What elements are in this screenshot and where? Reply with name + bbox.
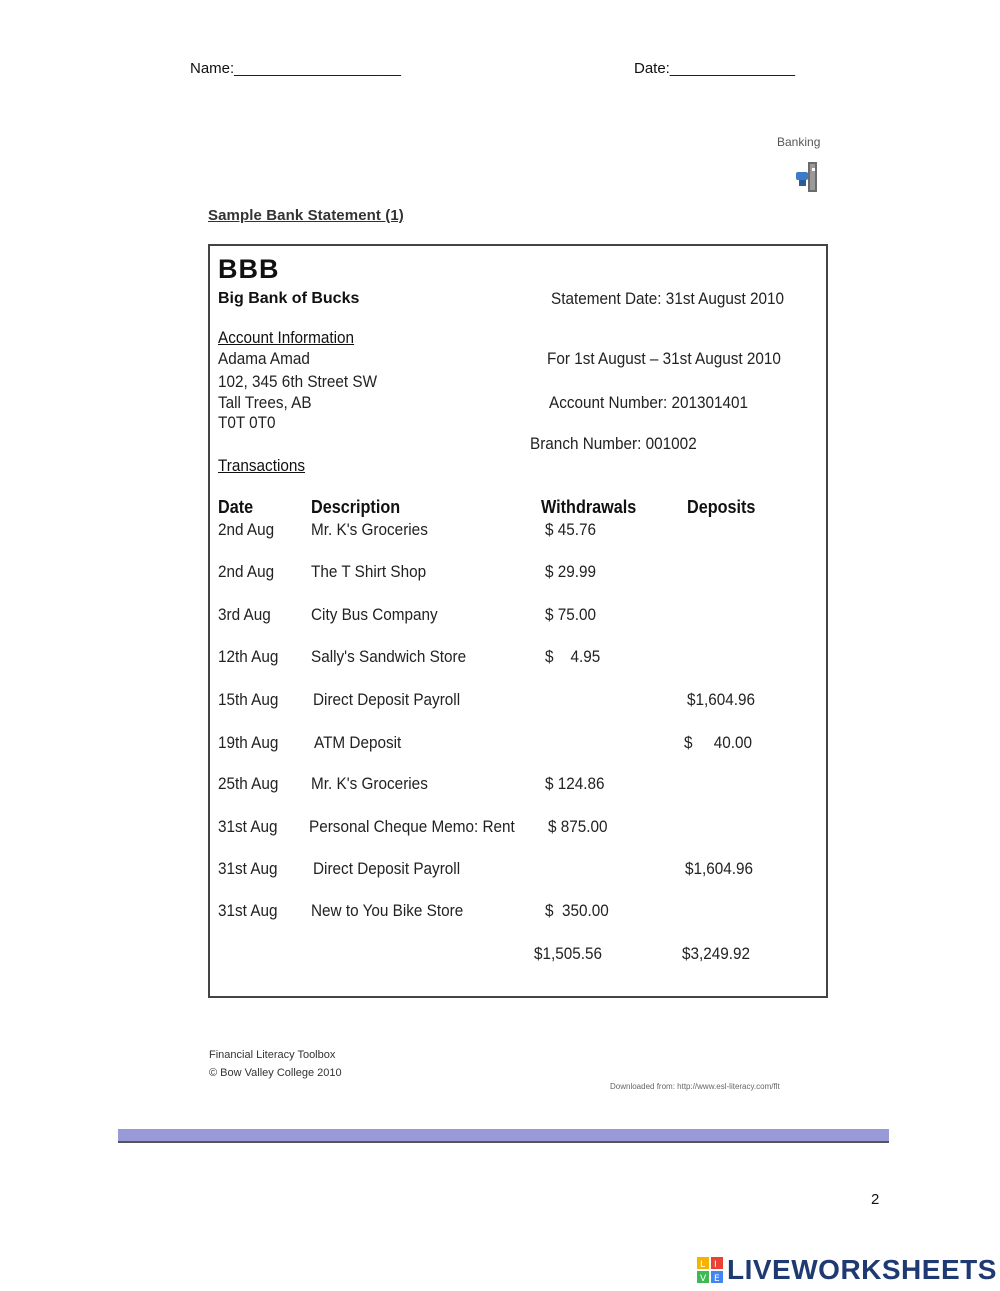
- bank-icon: [794, 160, 820, 194]
- svg-text:L: L: [700, 1260, 706, 1270]
- page-number: 2: [871, 1191, 880, 1208]
- svg-text:E: E: [714, 1274, 720, 1283]
- row-1-withdrawal: $ 45.76: [545, 520, 597, 539]
- column-description: Description: [311, 497, 401, 517]
- footer-download-source: Downloaded from: http://www.esl-literacy.com/flt: [610, 1082, 780, 1091]
- svg-text:V: V: [700, 1274, 707, 1283]
- account-number: Account Number: 201301401: [549, 393, 749, 412]
- row-4-description: Sally's Sandwich Store: [311, 647, 467, 666]
- account-holder-name: Adama Amad: [218, 349, 310, 368]
- footer-rule: [118, 1129, 889, 1143]
- row-6-description: ATM Deposit: [314, 733, 402, 752]
- liveworksheets-icon: [697, 1257, 723, 1283]
- row-2-withdrawal: $ 29.99: [545, 562, 597, 581]
- account-info-heading: Account Information: [218, 328, 355, 347]
- row-9-date: 31st Aug: [218, 859, 278, 878]
- column-date: Date: [218, 497, 254, 517]
- row-9-deposit: $1,604.96: [685, 859, 754, 878]
- row-9-description: Direct Deposit Payroll: [313, 859, 461, 878]
- row-10-description: New to You Bike Store: [311, 901, 464, 920]
- row-7-description: Mr. K's Groceries: [311, 774, 428, 793]
- row-8-description: Personal Cheque Memo: Rent: [309, 817, 515, 836]
- row-4-withdrawal: $ 4.95: [545, 647, 601, 666]
- bank-full-name: Big Bank of Bucks: [218, 290, 360, 307]
- row-10-withdrawal: $ 350.00: [545, 901, 609, 920]
- row-6-deposit: $ 40.00: [684, 733, 753, 752]
- svg-text:I: I: [714, 1260, 717, 1270]
- row-2-date: 2nd Aug: [218, 562, 275, 581]
- row-5-deposit: $1,604.96: [687, 690, 756, 709]
- row-2-description: The T Shirt Shop: [311, 562, 427, 581]
- row-1-date: 2nd Aug: [218, 520, 275, 539]
- column-withdrawals: Withdrawals: [541, 497, 637, 517]
- row-5-description: Direct Deposit Payroll: [313, 690, 461, 709]
- transactions-heading: Transactions: [218, 456, 306, 475]
- row-7-withdrawal: $ 124.86: [545, 774, 605, 793]
- row-8-date: 31st Aug: [218, 817, 278, 836]
- row-7-date: 25th Aug: [218, 774, 279, 793]
- address-line-1: 102, 345 6th Street SW: [218, 372, 378, 391]
- row-3-withdrawal: $ 75.00: [545, 605, 597, 624]
- footer-copyright: © Bow Valley College 2010: [209, 1067, 342, 1079]
- bank-short-name: BBB: [218, 254, 280, 284]
- address-line-2: Tall Trees, AB: [218, 393, 312, 412]
- row-3-description: City Bus Company: [311, 605, 438, 624]
- liveworksheets-wordmark: LIVEWORKSHEETS: [727, 1254, 997, 1285]
- column-deposits: Deposits: [687, 497, 756, 517]
- row-4-date: 12th Aug: [218, 647, 279, 666]
- row-3-date: 3rd Aug: [218, 605, 271, 624]
- row-1-description: Mr. K's Groceries: [311, 520, 428, 539]
- total-withdrawals: $1,505.56: [534, 944, 603, 963]
- statement-date: Statement Date: 31st August 2010: [551, 289, 785, 308]
- statement-period: For 1st August – 31st August 2010: [547, 349, 781, 368]
- total-deposits: $3,249.92: [682, 944, 751, 963]
- row-6-date: 19th Aug: [218, 733, 279, 752]
- branch-number: Branch Number: 001002: [530, 434, 697, 453]
- document-title: Sample Bank Statement (1): [208, 207, 404, 224]
- row-5-date: 15th Aug: [218, 690, 279, 709]
- name-field-label: Name:____________________: [190, 60, 402, 77]
- footer-toolbox: Financial Literacy Toolbox: [209, 1049, 336, 1061]
- liveworksheets-logo[interactable]: [697, 1254, 997, 1286]
- address-line-3: T0T 0T0: [218, 413, 276, 432]
- row-8-withdrawal: $ 875.00: [548, 817, 608, 836]
- banking-label: Banking: [777, 135, 821, 149]
- row-10-date: 31st Aug: [218, 901, 278, 920]
- date-field-label: Date:_______________: [634, 60, 795, 77]
